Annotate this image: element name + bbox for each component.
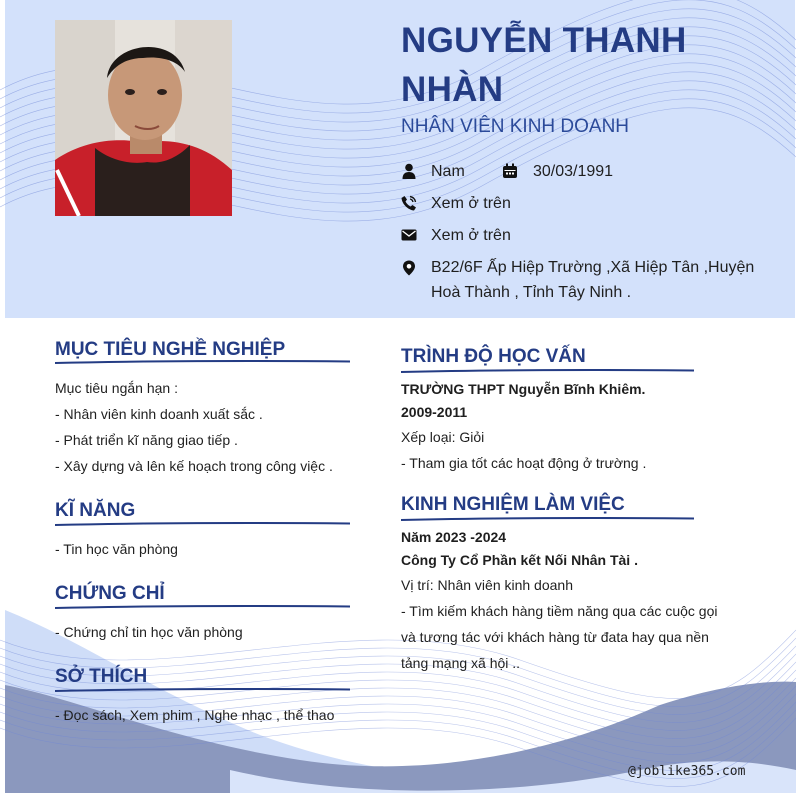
experience-description-line: - Tìm kiếm khách hàng tiềm năng qua các cuộc gọi <box>401 603 718 619</box>
skills-underline <box>55 522 350 526</box>
envelope-icon <box>401 227 417 243</box>
education-rank: Xếp loại: Giỏi <box>401 429 485 445</box>
skills-line: - Tin học văn phòng <box>55 541 178 557</box>
hobbies-line: - Đọc sách, Xem phim , Nghe nhạc , thể thao <box>55 707 335 723</box>
objective-line: Mục tiêu ngắn hạn : <box>55 380 178 396</box>
experience-period: Năm 2023 -2024 <box>401 529 507 545</box>
education-underline <box>401 369 694 373</box>
experience-position: Vị trí: Nhân viên kinh doanh <box>401 577 573 593</box>
watermark: @joblike365.com <box>628 764 746 779</box>
education-years: 2009-2011 <box>401 404 468 420</box>
phone-value: Xem ở trên <box>431 195 511 212</box>
objective-line: - Phát triển kĩ năng giao tiếp . <box>55 432 238 448</box>
certificates-title: CHỨNG CHỈ <box>55 583 165 604</box>
job-title: NHÂN VIÊN KINH DOANH <box>401 116 630 137</box>
experience-underline <box>401 517 694 521</box>
experience-description-line: và tương tác với khách hàng từ đata hay qua nền <box>401 629 709 645</box>
person-icon <box>401 163 417 179</box>
gender-value: Nam <box>431 163 465 180</box>
hobbies-title: SỞ THÍCH <box>55 666 148 687</box>
education-activity: - Tham gia tốt các hoạt động ở trường . <box>401 455 647 471</box>
objective-line: - Nhân viên kinh doanh xuất sắc . <box>55 406 263 422</box>
experience-company: Công Ty Cổ Phần kết Nối Nhân Tài . <box>401 552 638 568</box>
education-title: TRÌNH ĐỘ HỌC VẤN <box>401 346 586 367</box>
email-value: Xem ở trên <box>431 227 511 244</box>
objective-title: MỤC TIÊU NGHỀ NGHIỆP <box>55 339 286 360</box>
objective-line: - Xây dựng và lên kế hoạch trong công việc . <box>55 458 333 474</box>
objective-underline <box>55 360 350 364</box>
calendar-icon <box>502 163 518 179</box>
school-name: TRƯỜNG THPT Nguyễn Bĩnh Khiêm. <box>401 381 646 397</box>
candidate-name: NGUYỄN THANH NHÀN <box>401 21 687 109</box>
skills-title: KĨ NĂNG <box>55 500 136 521</box>
phone-icon <box>401 195 417 211</box>
profile-photo <box>55 20 232 216</box>
address-line-2: Hoà Thành , Tỉnh Tây Ninh . <box>431 284 632 301</box>
experience-title: KINH NGHIỆM LÀM VIỆC <box>401 494 625 515</box>
location-pin-icon <box>401 260 417 276</box>
certificates-underline <box>55 605 350 609</box>
hobbies-underline <box>55 688 350 692</box>
experience-description-line: tảng mạng xã hội .. <box>401 655 521 671</box>
address-line-1: B22/6F Ấp Hiệp Trường ,Xã Hiệp Tân ,Huyện <box>431 259 755 276</box>
certificates-line: - Chứng chỉ tin học văn phòng <box>55 624 243 640</box>
birthday-value: 30/03/1991 <box>533 163 614 180</box>
